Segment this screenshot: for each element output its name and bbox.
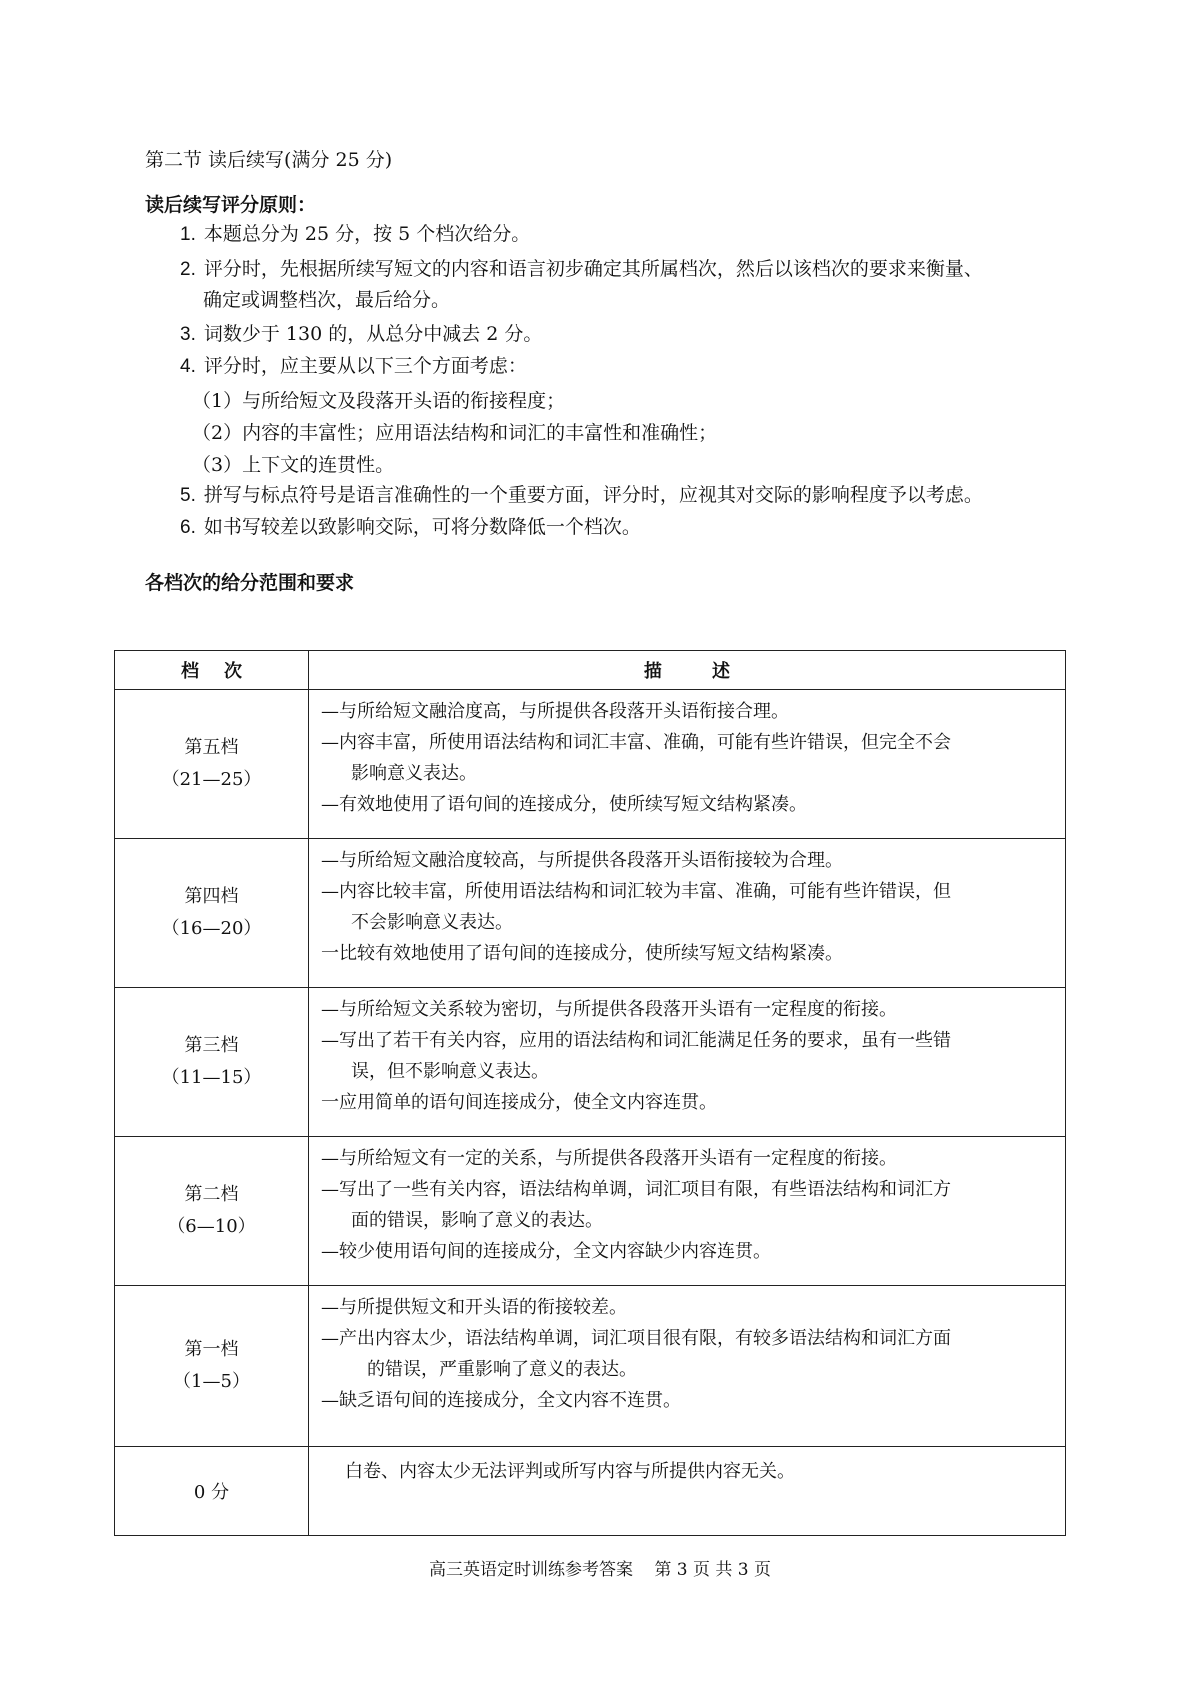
table-row bbox=[115, 988, 1066, 1137]
rule-continuation: 确定或调整档次，最后给分。 bbox=[203, 289, 451, 311]
description-line: —与所给短文关系较为密切，与所提供各段落开头语有一定程度的衔接。 bbox=[321, 999, 897, 1020]
rule-number: 3. bbox=[180, 324, 196, 345]
level-cell bbox=[115, 1286, 309, 1447]
level-zero: 0 分 bbox=[115, 1447, 309, 1536]
description-line: —与所给短文融洽度高，与所提供各段落开头语衔接合理。 bbox=[321, 701, 789, 722]
rule-number: 5. bbox=[180, 485, 196, 506]
level-name: 第四档 bbox=[184, 886, 239, 907]
level-name: 第一档 bbox=[184, 1339, 239, 1360]
consideration-item: （2）内容的丰富性；应用语法结构和词汇的丰富性和准确性； bbox=[192, 422, 718, 444]
description-line: 一应用简单的语句间连接成分，使全文内容连贯。 bbox=[321, 1092, 717, 1113]
description-line: —较少使用语句间的连接成分，全文内容缺少内容连贯。 bbox=[321, 1241, 771, 1262]
consideration-item: （3）上下文的连贯性。 bbox=[192, 454, 395, 476]
level-range: （6—10） bbox=[167, 1216, 256, 1237]
header-level: 档 次 bbox=[115, 651, 309, 690]
rule-number: 4. bbox=[180, 356, 196, 377]
principles-title: 读后续写评分原则： bbox=[145, 194, 317, 216]
description-cell bbox=[309, 690, 1066, 839]
zero-description: 白卷、内容太少无法评判或所写内容与所提供内容无关。 bbox=[309, 1447, 1066, 1536]
level-name: 第三档 bbox=[184, 1035, 239, 1056]
description-line: —写出了若干有关内容，应用的语法结构和词汇能满足任务的要求，虽有一些错 bbox=[321, 1030, 951, 1051]
rule-number: 1. bbox=[180, 224, 196, 245]
rule-item bbox=[180, 257, 983, 282]
description-line: —与所给短文有一定的关系，与所提供各段落开头语有一定程度的衔接。 bbox=[321, 1148, 897, 1169]
table-row bbox=[115, 1137, 1066, 1286]
rule-item bbox=[180, 322, 542, 347]
description-line: —产出内容太少，语法结构单调，词汇项目很有限，有较多语法结构和词汇方面 bbox=[321, 1328, 951, 1349]
level-cell bbox=[115, 1137, 309, 1286]
rule-item bbox=[180, 354, 527, 379]
consideration-item: （1）与所给短文及段落开头语的衔接程度； bbox=[192, 390, 566, 412]
description-line: 面的错误，影响了意义的表达。 bbox=[351, 1210, 603, 1231]
level-range: （21—25） bbox=[161, 769, 262, 790]
range-title: 各档次的给分范围和要求 bbox=[145, 572, 355, 594]
description-line: —与所给短文融洽度较高，与所提供各段落开头语衔接较为合理。 bbox=[321, 850, 843, 871]
description-line: —写出了一些有关内容，语法结构单调，词汇项目有限，有些语法结构和词汇方 bbox=[321, 1179, 951, 1200]
level-cell bbox=[115, 690, 309, 839]
level-range: （11—15） bbox=[161, 1067, 262, 1088]
description-line: 误，但不影响意义表达。 bbox=[351, 1061, 549, 1082]
description-line: —有效地使用了语句间的连接成分，使所续写短文结构紧凑。 bbox=[321, 794, 807, 815]
header-description: 描 述 bbox=[309, 651, 1066, 690]
table-row bbox=[115, 839, 1066, 988]
table-row bbox=[115, 690, 1066, 839]
rule-text: 词数少于 130 的，从总分中减去 2 分。 bbox=[203, 323, 543, 345]
rule-number: 2. bbox=[180, 259, 196, 280]
level-name: 第五档 bbox=[184, 737, 239, 758]
description-line: 的错误，严重影响了意义的表达。 bbox=[367, 1359, 637, 1380]
rule-item bbox=[180, 515, 641, 540]
description-cell bbox=[309, 988, 1066, 1137]
description-cell bbox=[309, 1137, 1066, 1286]
table-row bbox=[115, 1447, 1066, 1536]
rule-number: 6. bbox=[180, 517, 196, 538]
level-cell bbox=[115, 988, 309, 1137]
footer-title: 高三英语定时训练参考答案 bbox=[428, 1560, 633, 1580]
rule-text: 本题总分为 25 分，按 5 个档次给分。 bbox=[203, 223, 531, 245]
level-range: （1—5） bbox=[173, 1371, 250, 1392]
rule-text: 拼写与标点符号是语言准确性的一个重要方面，评分时，应视其对交际的影响程度予以考虑。 bbox=[203, 484, 983, 506]
description-cell bbox=[309, 839, 1066, 988]
description-line: 一比较有效地使用了语句间的连接成分，使所续写短文结构紧凑。 bbox=[321, 943, 843, 964]
description-line: —内容比较丰富，所使用语法结构和词汇较为丰富、准确，可能有些许错误，但 bbox=[321, 881, 951, 902]
rule-text: 评分时，应主要从以下三个方面考虑： bbox=[203, 355, 527, 377]
footer-page-number: 第 3 页 共 3 页 bbox=[654, 1560, 772, 1580]
rule-text: 评分时，先根据所续写短文的内容和语言初步确定其所属档次，然后以该档次的要求来衡量、 bbox=[203, 258, 983, 280]
level-range: （16—20） bbox=[161, 918, 262, 939]
table-header-row bbox=[115, 651, 1066, 690]
description-cell bbox=[309, 1286, 1066, 1447]
page-footer bbox=[0, 1555, 1200, 1580]
description-line: 影响意义表达。 bbox=[351, 763, 477, 784]
description-line: —内容丰富，所使用语法结构和词汇丰富、准确，可能有些许错误，但完全不会 bbox=[321, 732, 951, 753]
rule-item bbox=[180, 483, 983, 508]
level-cell bbox=[115, 839, 309, 988]
grading-table bbox=[114, 650, 1066, 1536]
description-line: —缺乏语句间的连接成分，全文内容不连贯。 bbox=[321, 1390, 681, 1411]
rule-item bbox=[180, 222, 530, 247]
rule-text: 如书写较差以致影响交际，可将分数降低一个档次。 bbox=[203, 516, 641, 538]
description-line: —与所提供短文和开头语的衔接较差。 bbox=[321, 1297, 627, 1318]
table-row bbox=[115, 1286, 1066, 1447]
description-line: 不会影响意义表达。 bbox=[351, 912, 513, 933]
section-title: 第二节 读后续写(满分 25 分) bbox=[145, 149, 393, 171]
level-name: 第二档 bbox=[184, 1184, 239, 1205]
